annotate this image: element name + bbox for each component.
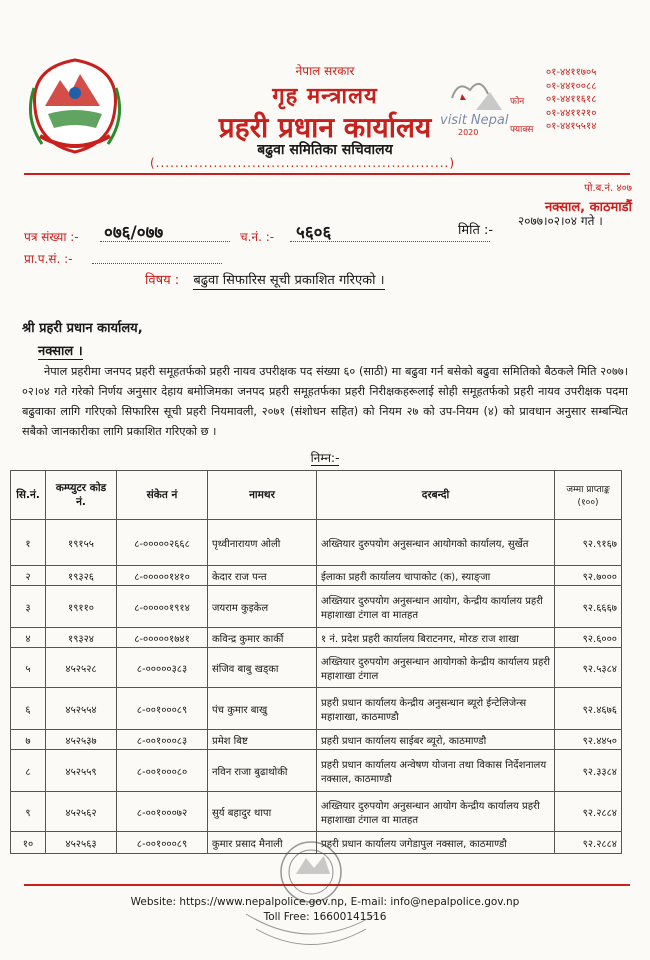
secretariat-dots: (.............................................................) bbox=[150, 156, 456, 170]
visit-nepal-text: visit Nepal bbox=[440, 113, 509, 128]
cell-name: नविन राजा बुढाथोकी bbox=[208, 750, 317, 792]
table-row bbox=[11, 628, 622, 648]
phone-number: ०१-४४११६१८ bbox=[546, 94, 597, 105]
phone-list bbox=[546, 66, 646, 134]
cell-serial: ६ bbox=[11, 688, 46, 730]
col-computer-code: कम्प्युटर कोड नं. bbox=[46, 471, 117, 520]
cell-total-score: ९२.२८८४ bbox=[555, 832, 622, 854]
cell-symbol-no: ८-०००००२६६८ bbox=[117, 520, 208, 566]
cell-computer-code: ४५२५२८ bbox=[46, 648, 117, 688]
secretariat-name: बढुवा समितिका सचिवालय bbox=[257, 142, 393, 158]
cell-serial: १० bbox=[11, 832, 46, 854]
cell-computer-code: ४५२५६२ bbox=[46, 792, 117, 832]
cell-serial: १ bbox=[11, 520, 46, 566]
cell-posting: १ नं. प्रदेश प्रहरी कार्यालय बिराटनगर, मोरङ राज शाखा bbox=[317, 628, 555, 648]
cell-posting: प्रहरी प्रधान कार्यालय अन्वेषण योजना तथा विकास निर्देशनालय नक्साल, काठमाण्डौ bbox=[317, 750, 555, 792]
visit-nepal-year: 2020 bbox=[458, 128, 479, 137]
cell-name: पृथ्वीनारायण ओली bbox=[208, 520, 317, 566]
cell-symbol-no: ८-००१०००८३ bbox=[117, 730, 208, 750]
cell-name: कुमार प्रसाद मैनाली bbox=[208, 832, 317, 854]
subject-label: विषय : bbox=[145, 273, 180, 288]
table-body bbox=[11, 520, 622, 854]
ref2-label: प्रा.प.सं. :- bbox=[24, 252, 73, 266]
table-row bbox=[11, 586, 622, 628]
date-label: मिति :- bbox=[458, 223, 494, 238]
phone-number: ०१-४४१००८८ bbox=[546, 80, 597, 92]
col-serial: सि.नं. bbox=[11, 471, 46, 520]
cell-total-score: ९२.४६७६ bbox=[555, 688, 622, 730]
subject-line bbox=[145, 270, 485, 288]
table-header-row bbox=[11, 471, 622, 520]
cell-computer-code: १९१५५ bbox=[46, 520, 117, 566]
table-row bbox=[11, 566, 622, 586]
ref-dots bbox=[100, 240, 230, 242]
office-address: नक्साल, काठमाडौं bbox=[544, 200, 632, 215]
date-value: २०७७।०२।०४ गते । bbox=[518, 214, 603, 228]
fax-label: फ्याक्स bbox=[510, 125, 534, 135]
cell-name: पंच कुमार बाखु bbox=[208, 688, 317, 730]
table-row bbox=[11, 792, 622, 832]
cell-serial: २ bbox=[11, 566, 46, 586]
cell-total-score: ९२.७००० bbox=[555, 566, 622, 586]
table-row bbox=[11, 520, 622, 566]
cell-computer-code: ४५२५५४ bbox=[46, 688, 117, 730]
fax-number: ०१-४४१५५१४ bbox=[546, 121, 597, 132]
table-row bbox=[11, 750, 622, 792]
cell-posting: अख्तियार दुरुपयोग अनुसन्धान आयोग, केन्द्रीय कार्यालय प्रहरी महाशाखा टंगाल वा मातहत bbox=[317, 586, 555, 628]
ref-value: ०७६/०७७ bbox=[104, 223, 164, 243]
col-posting: दरबन्दी bbox=[317, 471, 555, 520]
table-row bbox=[11, 648, 622, 688]
cell-total-score: ९२.९१६७ bbox=[555, 520, 622, 566]
cell-total-score: ९२.५३८४ bbox=[555, 648, 622, 688]
table-row bbox=[11, 730, 622, 750]
cell-serial: ४ bbox=[11, 628, 46, 648]
cell-computer-code: १९३२४ bbox=[46, 628, 117, 648]
cell-symbol-no: ८-०००००१९१४ bbox=[117, 586, 208, 628]
cell-computer-code: ४५२५५९ bbox=[46, 750, 117, 792]
cell-posting: ईलाका प्रहरी कार्यालय चापाकोट (क), स्याङ्जा bbox=[317, 566, 555, 586]
cell-symbol-no: ८-०००००१४१० bbox=[117, 566, 208, 586]
cell-name: प्रमेश बिष्ट bbox=[208, 730, 317, 750]
col-symbol-no: संकेत नं bbox=[117, 471, 208, 520]
cell-serial: ३ bbox=[11, 586, 46, 628]
cell-symbol-no: ८-००१०००७२ bbox=[117, 792, 208, 832]
cell-symbol-no: ८-००१०००८९ bbox=[117, 832, 208, 854]
phone-number: ०१-४४११२१० bbox=[546, 107, 597, 119]
dispatch-value: ५६०६ bbox=[296, 223, 332, 243]
cell-posting: प्रहरी प्रधान कार्यालय साईबर ब्यूरो, काठमाण्डौ bbox=[317, 730, 555, 750]
footer-tollfree: Toll Free: 16600141516 bbox=[263, 911, 387, 923]
cell-symbol-no: ८-०००००१७४१ bbox=[117, 628, 208, 648]
body-paragraph: नेपाल प्रहरीमा जनपद प्रहरी समूहतर्फको प्रहरी नायव उपरीक्षक पद संख्या ६० (साठी) मा बढुवा गर्न बसेको बढुवा समितिको बैठकले मिति २०७७।०२।०४ गते गरेको निर्णय अनुसार देहाय बमोजिमका जनपद प्रहरी समूहतर्फका प्रहरी निरीक्षकहरूलाई सोही समूहतर्फको प्रहरी नायव उपरीक्षक पदमा बढुवाका लागि गरिएको सिफारिस सूची प्रहरी नियमावली, २०७१ (संशोधन सहित) को नियम २७ को उप-नियम (४) को प्रावधान अनुसार सम्बन्धित सबैको जानकारीका लागि प्रकाशित गरिएको छ । bbox=[22, 365, 628, 438]
govt-name: नेपाल सरकार bbox=[295, 64, 355, 78]
cell-name: संजिव बाबु खड्का bbox=[208, 648, 317, 688]
cell-serial: ९ bbox=[11, 792, 46, 832]
cell-posting: प्रहरी प्रधान कार्यालय जगेडापुल नक्साल, काठमाण्डौ bbox=[317, 832, 555, 854]
cell-computer-code: ४५२५६३ bbox=[46, 832, 117, 854]
cell-serial: ८ bbox=[11, 750, 46, 792]
cell-name: जयराम कुइकेल bbox=[208, 586, 317, 628]
cell-name: कविन्द्र कुमार कार्की bbox=[208, 628, 317, 648]
cell-posting: अख्तियार दुरुपयोग अनुसन्धान आयोगको केन्द्रीय कार्यालय प्रहरी महाशाखा टंगाल bbox=[317, 648, 555, 688]
dispatch-dots bbox=[290, 240, 490, 242]
ref2-dots bbox=[92, 262, 222, 264]
ministry-name: गृह मन्त्रालय bbox=[272, 84, 378, 109]
cell-symbol-no: ८-००१०००८० bbox=[117, 750, 208, 792]
addressee-line2: नक्साल । bbox=[38, 341, 83, 360]
cell-computer-code: १९११० bbox=[46, 586, 117, 628]
addressee-line1: श्री प्रहरी प्रधान कार्यालय, bbox=[22, 321, 143, 336]
cell-posting: प्रहरी प्रधान कार्यालय केन्द्रीय अनुसन्धान ब्यूरो ईन्टेलिजेन्स महाशाखा, काठमाण्डौ bbox=[317, 688, 555, 730]
cell-total-score: ९२.२८८४ bbox=[555, 792, 622, 832]
office-name: प्रहरी प्रधान कार्यालय bbox=[218, 111, 432, 144]
list-heading-text: निम्न:- bbox=[310, 451, 340, 465]
cell-total-score: ९२.३३८४ bbox=[555, 750, 622, 792]
ref-label: पत्र संख्या :- bbox=[24, 230, 79, 244]
cell-total-score: ९२.६६६७ bbox=[555, 586, 622, 628]
header-divider bbox=[24, 173, 630, 175]
cell-computer-code: १९३२६ bbox=[46, 566, 117, 586]
cell-posting: अख्तियार दुरुपयोग अनुसन्धान आयोगको कार्यालय, सुर्खेत bbox=[317, 520, 555, 566]
cell-serial: ७ bbox=[11, 730, 46, 750]
cell-total-score: ९२.४४५० bbox=[555, 730, 622, 750]
cell-total-score: ९२.६००० bbox=[555, 628, 622, 648]
footer-website: Website: https://www.nepalpolice.gov.np, E-mail: info@nepalpolice.gov.np bbox=[130, 896, 520, 908]
cell-name: केदार राज पन्त bbox=[208, 566, 317, 586]
cell-symbol-no: ८-०००००३८३ bbox=[117, 648, 208, 688]
cell-name: सुर्य बहादुर थापा bbox=[208, 792, 317, 832]
table-row bbox=[11, 688, 622, 730]
cell-posting: अख्तियार दुरुपयोग अनुसन्धान आयोग केन्द्रीय कार्यालय प्रहरी महाशाखा टंगाल वा मातहत bbox=[317, 792, 555, 832]
col-name: नामथर bbox=[208, 471, 317, 520]
list-heading bbox=[0, 449, 650, 466]
cell-serial: ५ bbox=[11, 648, 46, 688]
phone-label: फोन bbox=[510, 97, 525, 107]
po-box: पो.ब.नं. ४०७ bbox=[584, 183, 632, 194]
phone-number: ०१-४४११७०५ bbox=[546, 67, 597, 78]
cell-computer-code: ४५२५३७ bbox=[46, 730, 117, 750]
col-total-score: जम्मा प्राप्ताङ्क (१००) bbox=[555, 471, 622, 520]
recommendation-table bbox=[10, 470, 622, 854]
dispatch-label: च.नं. :- bbox=[240, 230, 275, 244]
cell-symbol-no: ८-००१०००८९ bbox=[117, 688, 208, 730]
subject-text: बढुवा सिफारिस सूची प्रकाशित गरिएको । bbox=[193, 273, 385, 288]
